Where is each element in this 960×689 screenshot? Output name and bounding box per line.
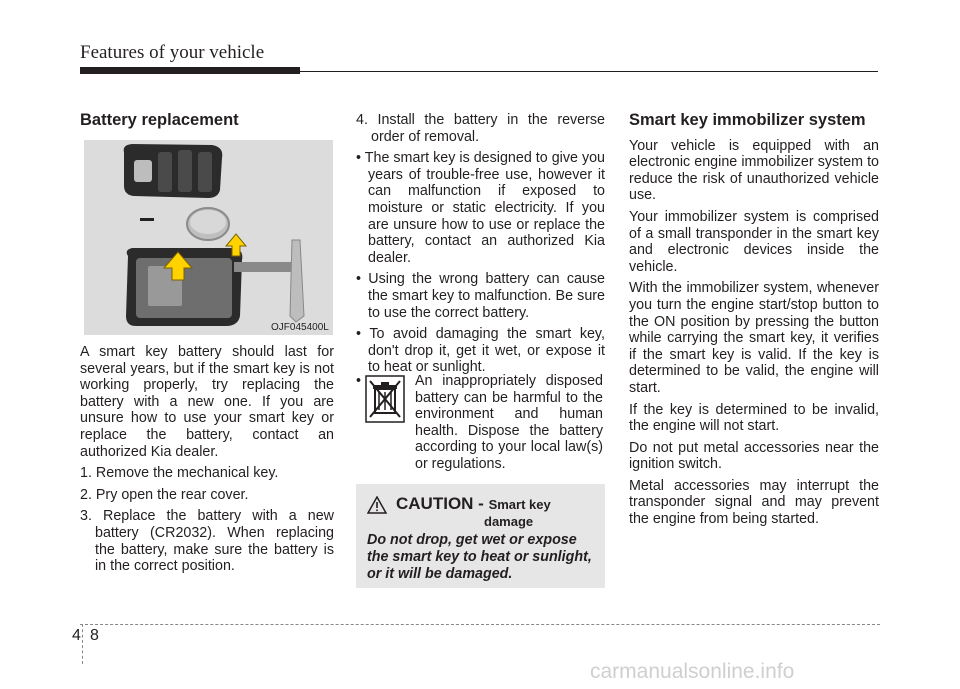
column-battery-replacement (80, 112, 334, 134)
paragraph-6: Metal accessories may interrupt the transponder signal and may prevent the engine from being started. (629, 477, 879, 528)
disposal-bullet: • (356, 373, 362, 389)
intro-paragraph: A smart key battery should last for several years, but if the smart key is not working properly, try replacing the battery with a new one. If you are unsure how to use your smart key or replace the battery, contact an authorized Kia dealer. (80, 344, 334, 460)
page-number: 8 (90, 627, 99, 644)
step-1: 1. Remove the mechanical key. (80, 465, 279, 482)
caution-heading (396, 494, 551, 514)
caution-body: Do not drop, get wet or expose the smart key to heat or sunlight, or it will be damaged. (367, 532, 592, 582)
caution-title-line2: damage (484, 514, 534, 529)
step-4: 4. Install the battery in the reverse order of removal. (356, 112, 605, 145)
battery-disposal-icon (365, 375, 405, 423)
section-heading-immobilizer: Smart key immobilizer system (629, 111, 866, 129)
paragraph-4: If the key is determined to be invalid, the engine will not start. (629, 401, 879, 435)
smart-key-figure (84, 140, 333, 335)
column-battery-notes (356, 112, 605, 381)
bullet-avoid-damage: • To avoid damaging the smart key, don't drop it, get it wet, or expose it to heat or sunlight. (356, 326, 605, 376)
section-number: 4 (72, 627, 81, 644)
footer-rule (80, 624, 880, 625)
step-2: 2. Pry open the rear cover. (80, 486, 249, 503)
warning-triangle-icon (367, 496, 387, 514)
battery-instructions (80, 344, 334, 580)
page-header-title: Features of your vehicle (80, 42, 265, 63)
caution-title-line1: Smart key (488, 497, 551, 512)
paragraph-1: Your vehicle is equipped with an electronic engine immobilizer system to reduce the risk of unauthorized vehicle use. (629, 137, 879, 204)
paragraph-5: Do not put metal accessories near the ignition switch. (629, 439, 879, 473)
header-rule-thin (300, 71, 878, 72)
smart-key-illustration (84, 140, 333, 335)
caution-label: CAUTION - (396, 494, 484, 513)
caution-box (356, 484, 605, 588)
bullet-wrong-battery: • Using the wrong battery can cause the smart key to malfunction. Be sure to use the correct battery. (356, 271, 605, 321)
disposal-paragraph: An inappropriately disposed battery can be harmful to the environment and human health. Dispose the battery according to your local law(s) or regulations. (415, 373, 603, 472)
column-immobilizer (629, 112, 879, 533)
paragraph-3: With the immobilizer system, whenever you turn the engine start/stop button to the ON position by pressing the button while carrying the smart key, it verifies if the smart key is valid. If the key is determined to be valid, the engine will start. (629, 280, 879, 396)
page-number-separator (82, 624, 83, 664)
section-heading: Battery replacement (80, 111, 239, 129)
figure-caption: OJF045400L (271, 322, 329, 333)
paragraph-2: Your immobilizer system is comprised of a small transponder in the smart key and electronic devices inside the vehicle. (629, 208, 879, 275)
watermark: carmanualsonline.info (590, 660, 795, 683)
header-rule-thick (80, 67, 300, 74)
bullet-trouble-free: • The smart key is designed to give you years of trouble-free use, however it can malfunction if exposed to moisture or static electricity. If you are unsure how to use or replace the battery, contact an authorized Kia dealer. (356, 150, 605, 266)
step-3: 3. Replace the battery with a new battery (CR2032). When replacing the battery, make sure the battery is in the correct position. (80, 508, 334, 575)
